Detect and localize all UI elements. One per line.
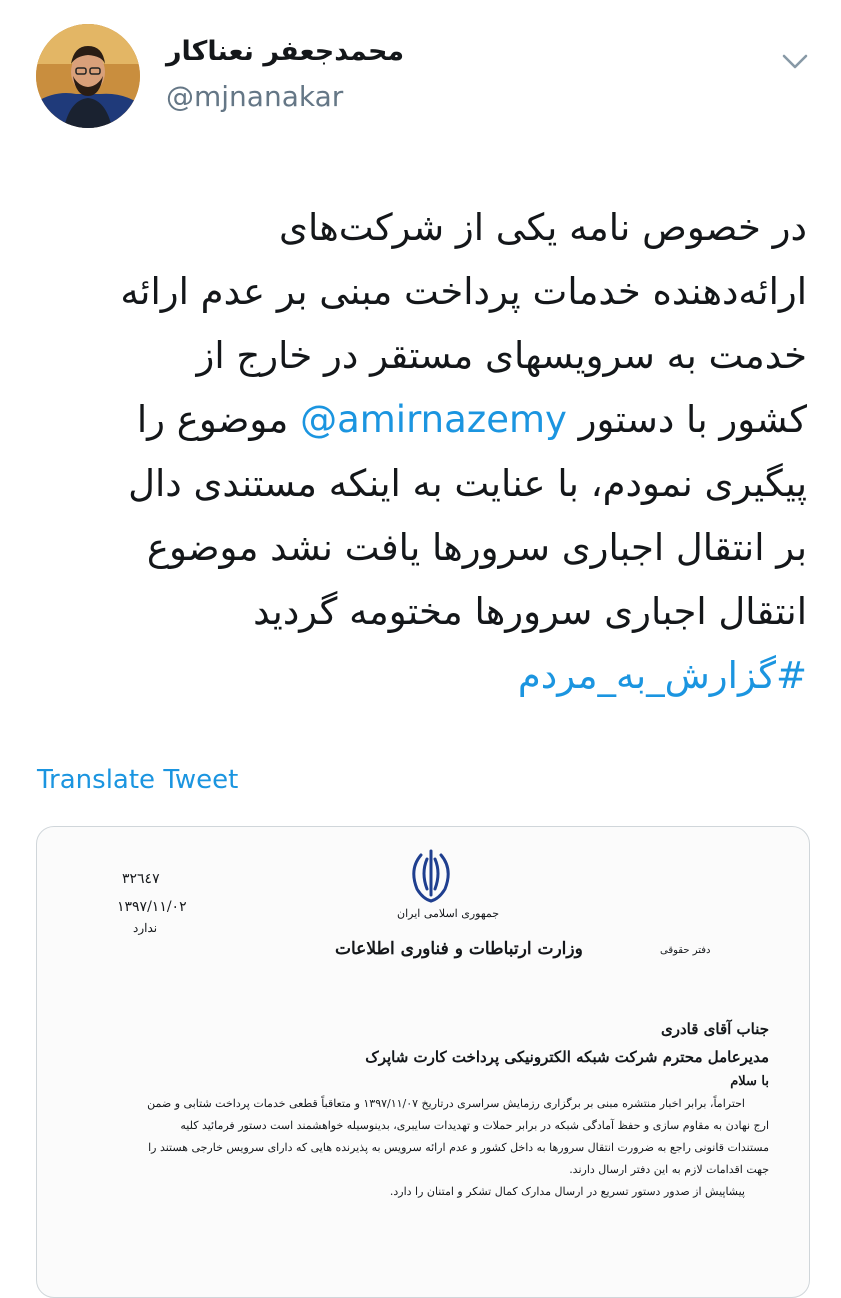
letter-number: ۳۲٦٤۷ [122, 871, 160, 887]
tweet-header [0, 0, 841, 150]
letter-body [79, 1015, 769, 1203]
avatar-image [36, 24, 140, 128]
tweet-body [27, 196, 807, 708]
letter-paragraph: پیشاپیش از صدور دستور تسریع در ارسال مدارک کمال تشکر و امتنان را دارد. [389, 1185, 745, 1198]
display-name[interactable]: محمدجعفر نعناکار [166, 36, 405, 67]
avatar[interactable] [36, 24, 140, 128]
tweet-line: بر انتقال اجباری سرورها یافت نشد موضوع [146, 526, 807, 569]
addressee-name: جناب آقای قادری [661, 1020, 769, 1038]
office-label: دفتر حقوقی [660, 945, 711, 956]
republic-label: جمهوری اسلامی ایران [397, 907, 500, 920]
tweet-line: خدمت به سرویسهای مستقر در خارج از [196, 334, 807, 377]
tweet-text-segment: کشور با دستور [578, 398, 807, 441]
greeting: با سلام [730, 1074, 769, 1089]
media-attachment[interactable] [36, 826, 810, 1298]
tweet-line: در خصوص نامه یکی از شرکت‌های [278, 206, 807, 249]
letter-date: ۱۳۹۷/۱۱/۰۲ [117, 899, 187, 915]
letter-attachment: ندارد [133, 921, 158, 935]
iran-emblem-icon [403, 847, 459, 905]
ministry-name: وزارت ارتباطات و فناوری اطلاعات [335, 939, 583, 959]
tweet-line: ارائه‌دهنده خدمات پرداخت مبنی بر عدم ارائه [120, 270, 807, 313]
letter-paragraph: ارج نهادن به مقاوم سازی و حفظ آمادگی شبکه در برابر حملات و تهدیدات سایبری، بدینوسیله خواهشمند است دستور فرمائید کلیه [180, 1119, 769, 1132]
letter-paragraph: احتراماً، برابر اخبار منتشره مبنی بر برگزاری رزمایش سراسری درتاریخ ۱۳۹۷/۱۱/۰۷ و متعاقباً قطعی خدمات پرداخت شتابی و ضمن [147, 1097, 745, 1110]
tweet-text-segment: موضوع را [136, 398, 289, 441]
chevron-down-icon[interactable] [781, 50, 809, 72]
mention-link[interactable]: @amirnazemy [300, 398, 567, 441]
user-handle[interactable]: @mjnanakar [166, 80, 344, 113]
tweet-line-mention [27, 388, 807, 452]
letter-paragraph: مستندات قانونی راجع به ضرورت انتقال سرورها به داخل کشور و عدم ارائه سرویس به پذیرنده هایی که دارای سرویس خارجی هستند را [148, 1141, 769, 1154]
letter-document [37, 827, 809, 1297]
tweet-line: پیگیری نمودم، با عنایت به اینکه مستندی دال [128, 462, 807, 505]
translate-tweet-link[interactable]: Translate Tweet [37, 765, 239, 795]
letter-paragraph: جهت اقدامات لازم به این دفتر ارسال دارند. [569, 1163, 769, 1176]
tweet-line: انتقال اجباری سرورها مختومه گردید [253, 590, 807, 633]
hashtag-link[interactable]: #گزارش_به_مردم [517, 654, 807, 697]
addressee-title: مدیرعامل محترم شرکت شبکه الکترونیکی پرداخت کارت شاپرک [365, 1048, 769, 1066]
